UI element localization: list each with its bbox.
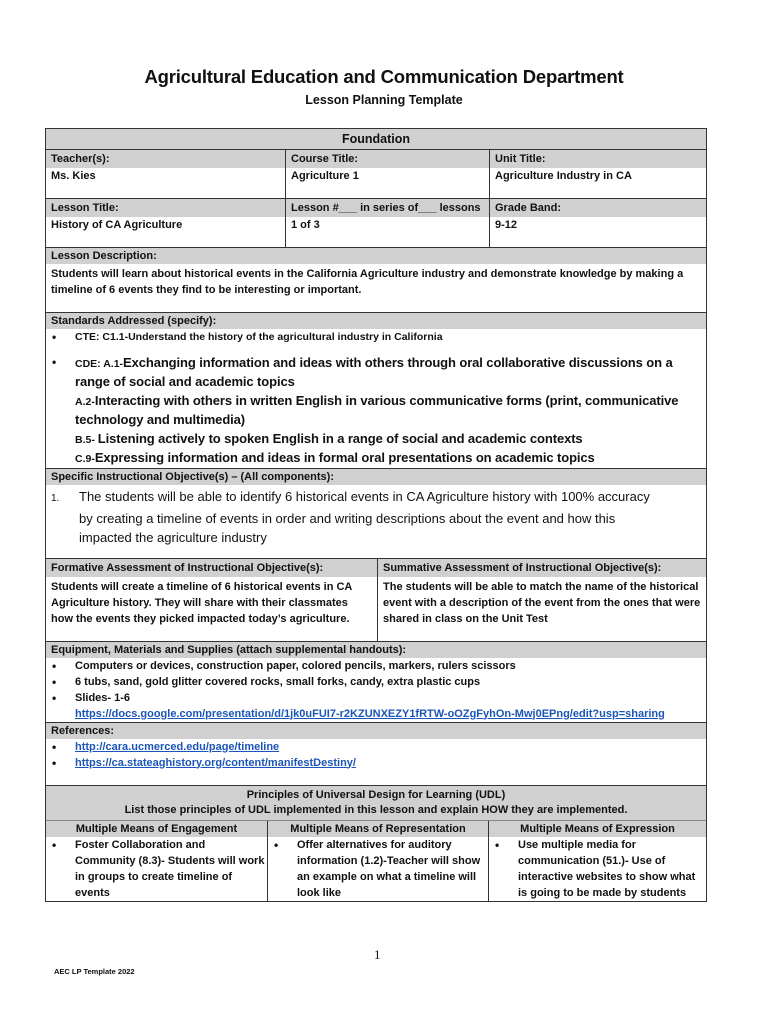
document-subtitle: Lesson Planning Template — [305, 93, 463, 107]
foundation-heading: Foundation — [46, 129, 706, 149]
lesson-number-label: Lesson #___ in series of___ lessons — [286, 199, 489, 217]
formative-assessment-label: Formative Assessment of Instructional Objective(s): — [46, 559, 377, 577]
reference-link-stateaghistory[interactable]: https://ca.stateaghistory.org/content/manifestDestiny/ — [75, 756, 356, 769]
unit-title-label: Unit Title: — [490, 150, 706, 168]
teacher-value: Ms. Kies — [51, 170, 96, 182]
udl-representation-title: Multiple Means of Representation — [268, 821, 488, 837]
equipment-item: • Computers or devices, construction paper, colored pencils, markers, rulers scissors — [46, 658, 706, 674]
equipment-item: • 6 tubs, sand, gold glitter covered rocks, small forks, candy, extra plastic cups — [46, 674, 706, 690]
summative-assessment-label: Summative Assessment of Instructional Objective(s): — [378, 559, 706, 577]
udl-heading: Principles of Universal Design for Learning (UDL) List those principles of UDL implemented in this lesson and explain HOW they are implemented. — [46, 786, 706, 820]
lesson-title-cell — [46, 199, 285, 247]
document-title: Agricultural Education and Communication Department — [144, 66, 624, 87]
udl-section — [46, 785, 706, 901]
summative-assessment-text: The students will be able to match the name of the historical event with a description of the event from the ones that were shared in class on the Unit Test — [383, 580, 701, 625]
reference-item — [46, 739, 706, 755]
udl-expression-cell — [488, 821, 706, 901]
references-section — [46, 722, 706, 785]
grade-band-label: Grade Band: — [490, 199, 706, 217]
objectives-section — [46, 468, 706, 558]
lesson-description-label: Lesson Description: — [46, 248, 706, 264]
udl-expression-text: • Use multiple media for communication (51.)- Use of interactive websites to show what is going to be made by students — [489, 837, 706, 901]
objectives-label: Specific Instructional Objective(s) – (All components): — [46, 469, 706, 485]
standards-list — [46, 329, 706, 468]
udl-engagement-text: • Foster Collaboration and Community (8.3)- Students will work in groups to create timeline of events — [46, 837, 267, 901]
udl-representation-text: • Offer alternatives for auditory information (1.2)-Teacher will show an example on what a timeline will look like — [268, 837, 488, 901]
course-title-cell — [285, 150, 489, 198]
grade-band-cell — [489, 199, 706, 247]
udl-engagement-title: Multiple Means of Engagement — [46, 821, 267, 837]
objective-1: 1. The students will be able to identify 6 historical events in CA Agriculture history with 100% accuracy by creating a timeline of events in order and writing descriptions about the event and how this impacted the agriculture industry — [51, 489, 650, 545]
equipment-label: Equipment, Materials and Supplies (attach supplemental handouts): — [46, 642, 706, 658]
udl-engagement-cell — [46, 821, 267, 901]
grade-band-value: 9-12 — [495, 219, 518, 231]
udl-expression-title: Multiple Means of Expression — [489, 821, 706, 837]
template-footer-label: AEC LP Template 2022 — [54, 967, 135, 976]
references-label: References: — [46, 723, 706, 739]
standard-cte: • CTE: C1.1-Understand the history of the agricultural industry in California — [46, 329, 706, 346]
unit-title-value: Agriculture Industry in CA — [495, 170, 632, 182]
udl-columns — [46, 820, 706, 901]
reference-link-cara[interactable]: http://cara.ucmerced.edu/page/timeline — [75, 740, 280, 753]
teacher-label: Teacher(s): — [46, 150, 285, 168]
lesson-title-label: Lesson Title: — [46, 199, 285, 217]
lesson-number-cell — [285, 199, 489, 247]
slides-link[interactable]: https://docs.google.com/presentation/d/1jk0uFUI7-r2KZUNXEZY1fRTW-oOZgFyhOn-Mwj0EPng/edit?usp=sharing — [75, 707, 665, 720]
assessment-section — [46, 558, 706, 641]
standards-section — [46, 312, 706, 468]
summative-assessment-cell — [377, 559, 706, 641]
equipment-section — [46, 641, 706, 722]
course-title-value: Agriculture 1 — [291, 170, 359, 182]
page-number: 1 — [374, 947, 381, 962]
lesson-plan-table — [45, 128, 707, 902]
formative-assessment-cell — [46, 559, 377, 641]
lesson-description-section — [46, 247, 706, 312]
reference-item — [46, 755, 706, 771]
references-list — [46, 739, 706, 785]
foundation-row-1 — [46, 149, 706, 198]
standards-label: Standards Addressed (specify): — [46, 313, 706, 329]
equipment-item: • Slides- 1-6 https://docs.google.com/presentation/d/1jk0uFUI7-r2KZUNXEZY1fRTW-oOZgFyhOn-Mwj0EPng/edit?usp=sharing — [46, 690, 706, 722]
formative-assessment-text: Students will create a timeline of 6 historical events in CA Agriculture history. They will share with their classmates how the events they picked impacted today’s agriculture. — [51, 580, 352, 625]
udl-representation-cell — [267, 821, 488, 901]
course-title-label: Course Title: — [286, 150, 489, 168]
teacher-cell — [46, 150, 285, 198]
equipment-list — [46, 658, 706, 722]
lesson-number-value: 1 of 3 — [291, 219, 320, 231]
lesson-title-value: History of CA Agriculture — [51, 219, 183, 231]
standard-cde: • CDE: A.1-Exchanging information and ideas with others through oral collaborative discussions on a range of social and academic topics A.2-Interacting with others in written English in various communicative forms (print, communicative technology and multimedia) B.5- Listening actively to spoken English in a range of social and academic contexts C.9-Expressing information and ideas in formal oral presentations on academic topics — [46, 354, 706, 468]
foundation-row-2 — [46, 198, 706, 247]
unit-title-cell — [489, 150, 706, 198]
lesson-description-text: Students will learn about historical events in the California Agriculture industry and demonstrate knowledge by making a timeline of 6 events they find to be interesting or important. — [51, 268, 684, 296]
